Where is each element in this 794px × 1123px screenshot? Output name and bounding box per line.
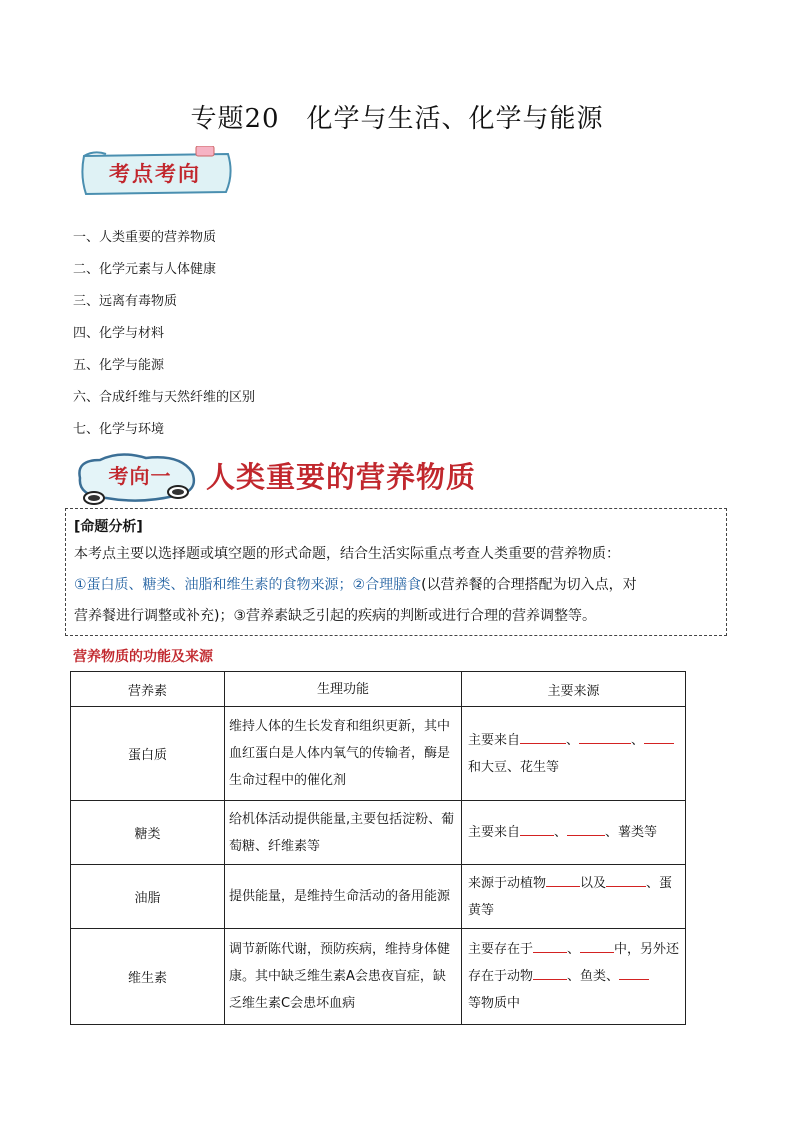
source-text: 、 bbox=[566, 732, 580, 748]
nutrient-cell: 油脂 bbox=[71, 865, 225, 929]
topic-item: 七、化学与环境 bbox=[73, 422, 165, 437]
source-text: 、 bbox=[631, 732, 645, 748]
topic-item: 二、化学元素与人体健康 bbox=[73, 262, 217, 277]
section-badge-label: 考向一 bbox=[108, 464, 172, 488]
nutrient-table bbox=[70, 671, 686, 1025]
source-text: 以及 bbox=[580, 875, 607, 891]
page-title: 专题20 化学与生活、化学与能源 bbox=[190, 104, 604, 134]
section-badge-kaoxiang bbox=[70, 448, 202, 506]
function-cell: 给机体活动提供能量,主要包括淀粉、葡萄糖、纤维素等 bbox=[225, 801, 462, 865]
source-text: 、 bbox=[554, 825, 568, 840]
source-text: 等物质中 bbox=[468, 996, 521, 1011]
table-title: 营养物质的功能及来源 bbox=[73, 649, 213, 665]
source-text: 、薯类等 bbox=[605, 825, 658, 840]
column-header: 营养素 bbox=[71, 672, 225, 707]
topic-item: 一、人类重要的营养物质 bbox=[73, 230, 217, 245]
analysis-heading: [命题分析] bbox=[74, 519, 143, 535]
answer-blank[interactable] bbox=[567, 821, 605, 836]
answer-blank[interactable] bbox=[619, 965, 649, 980]
nutrient-cell: 糖类 bbox=[71, 801, 225, 865]
table-row bbox=[71, 865, 686, 929]
answer-blank[interactable] bbox=[546, 872, 580, 887]
topic-list bbox=[73, 226, 255, 450]
section-badge-kaodian bbox=[76, 146, 242, 200]
source-text: 中，另外还存在于动物 bbox=[468, 942, 680, 984]
source-cell bbox=[462, 865, 686, 929]
function-cell: 调节新陈代谢，预防疾病，维持身体健康。其中缺乏维生素A会患夜盲症，缺乏维生素C会患坏血病 bbox=[225, 929, 462, 1025]
topic-item: 四、化学与材料 bbox=[73, 326, 165, 341]
source-text: 来源于动植物 bbox=[468, 875, 547, 891]
source-cell bbox=[462, 801, 686, 865]
answer-blank[interactable] bbox=[533, 965, 567, 980]
source-cell bbox=[462, 929, 686, 1025]
nutrient-cell: 蛋白质 bbox=[71, 707, 225, 801]
nutrient-cell: 维生素 bbox=[71, 929, 225, 1025]
topic-item: 六、合成纤维与天然纤维的区别 bbox=[73, 390, 256, 405]
source-text: 、 bbox=[567, 942, 581, 957]
analysis-line bbox=[74, 570, 718, 601]
source-text: 主要来自 bbox=[468, 825, 521, 840]
section-title: 人类重要的营养物质 bbox=[206, 460, 477, 494]
answer-blank[interactable] bbox=[520, 729, 566, 744]
table-row bbox=[71, 801, 686, 865]
answer-blank[interactable] bbox=[579, 729, 631, 744]
analysis-text: (以营养餐的合理搭配为切入点，对 bbox=[421, 577, 637, 593]
source-text: 和大豆、花生等 bbox=[468, 759, 560, 775]
analysis-line: 营养餐进行调整或补充)；③营养素缺乏引起的疾病的判断或进行合理的营养调整等。 bbox=[74, 608, 597, 624]
answer-blank[interactable] bbox=[580, 938, 614, 953]
source-text: 、蛋黄等 bbox=[468, 875, 673, 918]
answer-blank[interactable] bbox=[606, 872, 646, 887]
analysis-highlight: ①蛋白质、糖类、油脂和维生素的食物来源；②合理膳食 bbox=[74, 577, 422, 593]
function-cell: 维持人体的生长发育和组织更新，其中血红蛋白是人体内氧气的传输者，酶是生命过程中的催化剂 bbox=[225, 707, 462, 801]
badge-label: 考点考向 bbox=[109, 162, 201, 186]
function-cell: 提供能量，是维持生命活动的备用能源 bbox=[225, 865, 462, 929]
source-text: 主要存在于 bbox=[468, 942, 534, 957]
table-row bbox=[71, 929, 686, 1025]
answer-blank[interactable] bbox=[644, 729, 674, 744]
table-row bbox=[71, 707, 686, 801]
topic-item: 五、化学与能源 bbox=[73, 358, 165, 373]
topic-item: 三、远离有毒物质 bbox=[73, 294, 178, 309]
source-text: 主要来自 bbox=[468, 732, 521, 748]
answer-blank[interactable] bbox=[533, 938, 567, 953]
answer-blank[interactable] bbox=[520, 821, 554, 836]
analysis-line: 本考点主要以选择题或填空题的形式命题，结合生活实际重点考查人类重要的营养物质： bbox=[74, 546, 620, 562]
column-header: 生理功能 bbox=[225, 672, 462, 707]
source-cell bbox=[462, 707, 686, 801]
analysis-box bbox=[65, 508, 727, 636]
table-header-row bbox=[71, 672, 686, 707]
source-text: 、鱼类、 bbox=[567, 969, 620, 984]
column-header: 主要来源 bbox=[462, 672, 686, 707]
